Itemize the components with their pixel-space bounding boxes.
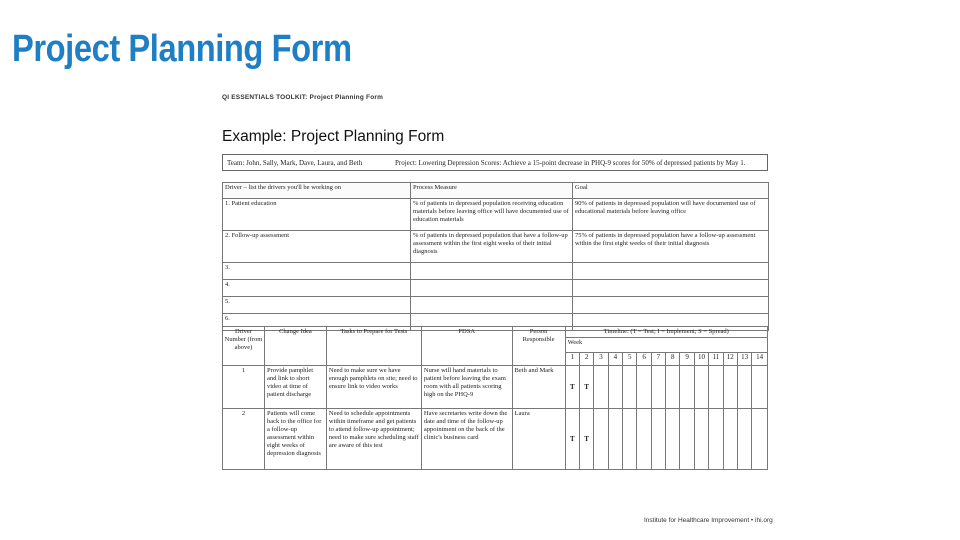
goal-header: Goal [573,183,769,199]
driver-cell: 4. [223,280,411,297]
driver-number-header: Driver Number (from above) [223,327,265,366]
timeline-cell: T [565,366,579,409]
table-row [223,231,769,263]
timeline-cell [651,409,665,470]
timeline-cell [737,366,751,409]
change-table-header [223,327,768,338]
footer-credit: Institute for Healthcare Improvement • ihi.org [644,517,773,524]
goal-cell [573,280,769,297]
timeline-cell [752,366,768,409]
timeline-cell [594,366,608,409]
pdsa-cell: Nurse will hand materials to patient before leaving the exam room with all patients scoring high on the PHQ-9 [421,366,512,409]
person-cell: Laura [512,409,565,470]
week-number: 9 [680,353,694,366]
timeline-cell [637,366,651,409]
timeline-cell [723,409,737,470]
timeline-cell [723,366,737,409]
timeline-cell [737,409,751,470]
driver-cell: 6. [223,314,411,331]
driver-header: Driver – list the drivers you'll be working on [223,183,411,199]
table-row [223,297,769,314]
change-idea-header: Change Idea [264,327,326,366]
planning-form-document [222,94,770,486]
drivers-table-header [223,183,769,199]
slide-title: Project Planning Form [12,28,352,70]
pdsa-header: PDSA [421,327,512,366]
timeline-cell [694,366,708,409]
week-number: 10 [694,353,708,366]
week-number: 1 [565,353,579,366]
timeline-cell [608,366,622,409]
week-number: 11 [709,353,723,366]
timeline-cell [680,409,694,470]
project-line: Project: Lowering Depression Scores: Achieve a 15-point decrease in PHQ-9 scores for 50% of depressed patients by May 1. [395,159,746,167]
week-number: 12 [723,353,737,366]
timeline-header: Timeline: (T = Test; I = Implement; S = Spread) [565,327,767,338]
timeline-cell [709,366,723,409]
person-responsible-header: Person Responsible [512,327,565,366]
driver-number-cell: 2 [223,409,265,470]
timeline-cell: T [579,366,593,409]
team-project-box [222,154,768,171]
week-number: 5 [623,353,637,366]
week-number: 13 [737,353,751,366]
timeline-cell [666,409,680,470]
week-number: 2 [579,353,593,366]
pdsa-cell: Have secretaries write down the date and time of the follow-up appointment on the back of the clinic's business card [421,409,512,470]
measure-cell [411,297,573,314]
week-label: Week [565,338,767,353]
measure-cell: % of patients in depressed population receiving education materials before leaving office will have documented use of education materials [411,199,573,231]
week-number: 14 [752,353,768,366]
timeline-cell: T [565,409,579,470]
goal-cell [573,263,769,280]
driver-cell: 5. [223,297,411,314]
timeline-cell [623,409,637,470]
week-number: 4 [608,353,622,366]
table-row [223,199,769,231]
timeline-cell [694,409,708,470]
driver-number-cell: 1 [223,366,265,409]
measure-cell: % of patients in depressed population that have a follow-up assessment within the first eight weeks of their initial diagnosis [411,231,573,263]
week-number: 3 [594,353,608,366]
week-number: 8 [666,353,680,366]
change-idea-cell: Provide pamphlet and link to short video at time of patient discharge [264,366,326,409]
doc-title: Example: Project Planning Form [222,128,445,145]
doc-header: QI ESSENTIALS TOOLKIT: Project Planning Form [222,94,384,101]
drivers-table [222,182,769,331]
tasks-header: Tasks to Prepare for Tests [326,327,421,366]
table-row [223,409,768,470]
timeline-cell [637,409,651,470]
timeline-cell [666,366,680,409]
goal-cell [573,297,769,314]
table-row [223,263,769,280]
timeline-cell [709,409,723,470]
timeline-cell: T [579,409,593,470]
measure-cell [411,280,573,297]
timeline-cell [752,409,768,470]
person-cell: Beth and Mark [512,366,565,409]
change-ideas-table [222,326,768,470]
driver-cell: 3. [223,263,411,280]
timeline-cell [594,409,608,470]
tasks-cell: Need to make sure we have enough pamphlets on site; need to ensure link to video works [326,366,421,409]
timeline-cell [608,409,622,470]
week-number: 6 [637,353,651,366]
goal-cell: 90% of patients in depressed population will have documented use of educational materials before leaving office [573,199,769,231]
tasks-cell: Need to schedule appointments within timeframe and get patients to attend follow-up appointment; need to make sure scheduling staff are aware of this test [326,409,421,470]
driver-cell: 2. Follow-up assessment [223,231,411,263]
table-row [223,366,768,409]
timeline-cell [680,366,694,409]
team-line: Team: John, Sally, Mark, Dave, Laura, and Beth [227,159,363,167]
timeline-cell [623,366,637,409]
change-idea-cell: Patients will come back to the office for a follow-up assessment within eight weeks of depression diagnosis [264,409,326,470]
timeline-cell [651,366,665,409]
goal-cell: 75% of patients in depressed population have a follow-up assessment within the first eight weeks of their initial diagnosis [573,231,769,263]
measure-cell [411,263,573,280]
table-row [223,280,769,297]
week-number: 7 [651,353,665,366]
process-measure-header: Process Measure [411,183,573,199]
driver-cell: 1. Patient education [223,199,411,231]
